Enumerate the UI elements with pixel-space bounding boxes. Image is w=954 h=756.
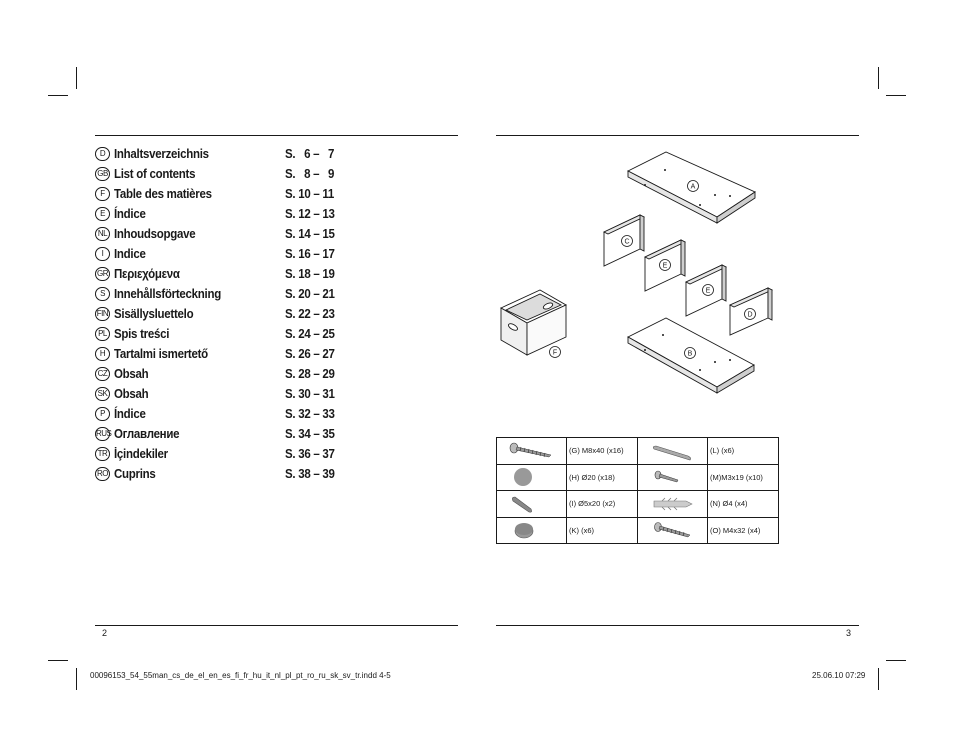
toc-page-range: S. 38 – 39 [285,467,335,481]
footer-date: 25.06.10 07:29 [812,671,866,680]
toc-title: Περιεχόμενα [114,267,180,281]
language-badge: TR [95,447,110,461]
toc-row [95,384,355,404]
page-number-left: 2 [102,628,108,638]
label-b: B [687,350,693,358]
language-badge: I [95,247,110,261]
footer-rule-left [95,625,458,626]
felt-pad-icon [497,517,567,544]
crop-mark [886,95,906,96]
parts-table [496,437,779,544]
part-l-label: (L) (x6) [708,438,779,465]
language-badge: F [95,187,110,201]
assembly-diagram [490,140,790,400]
toc-page-range: S. 32 – 33 [285,407,335,421]
toc-title: Índice [114,207,146,221]
label-d: D [747,311,753,319]
toc-page-range: S. 6 – 7 [285,147,335,161]
language-badge: D [95,147,110,161]
table-row [497,464,779,491]
wood-screw-icon [638,517,708,544]
cover-cap-icon [497,464,567,491]
toc-title: Innehållsförteckning [114,287,221,301]
toc-page-range: S. 10 – 11 [285,187,335,201]
toc-title: Table des matières [114,187,212,201]
footer-filename: 00096153_54_55man_cs_de_el_en_es_fi_fr_hu_it_nl_pl_pt_ro_ru_sk_sv_tr.indd 4-5 [90,671,391,680]
label-a: A [690,183,696,191]
crop-mark [76,67,77,89]
language-badge: E [95,207,110,221]
table-row [497,491,779,518]
toc-row [95,324,355,344]
language-badge: RUS [95,427,110,441]
screw-icon [497,438,567,465]
toc-page-range: S. 8 – 9 [285,167,335,181]
language-badge: PL [95,327,110,341]
crop-mark [48,660,68,661]
part-k-label: (K) (x6) [567,517,638,544]
language-badge: SK [95,387,110,401]
toc-row [95,464,355,484]
label-f: F [552,349,558,357]
toc-page-range: S. 18 – 19 [285,267,335,281]
crop-mark [76,668,77,690]
toc-title: Оглавление [114,427,180,441]
toc-page-range: S. 22 – 23 [285,307,335,321]
toc-title: Inhaltsverzeichnis [114,147,209,161]
toc-title: İçindekiler [114,447,168,461]
toc-row [95,404,355,424]
toc-title: Indice [114,247,146,261]
toc-row [95,224,355,244]
toc-title: Cuprins [114,467,156,481]
toc-title: Tartalmi ismertető [114,347,208,361]
language-badge: GR [95,267,110,281]
part-o-label: (O) M4x32 (x4) [708,517,779,544]
toc-title: Obsah [114,387,149,401]
toc-page-range: S. 36 – 37 [285,447,335,461]
header-rule-right [496,135,859,136]
toc-page-range: S. 20 – 21 [285,287,335,301]
label-e: E [662,262,668,270]
language-badge: P [95,407,110,421]
toc-title: Obsah [114,367,149,381]
language-badge: S [95,287,110,301]
page-number-right: 3 [846,628,852,638]
toc-row [95,364,355,384]
language-badge: NL [95,227,110,241]
toc-row [95,304,355,324]
crop-mark [878,67,879,89]
toc-row [95,144,355,164]
toc-title: List of contents [114,167,196,181]
toc-row [95,184,355,204]
language-badge: FIN [95,307,110,321]
part-m-label: (M)M3x19 (x10) [708,464,779,491]
part-h-label: (H) Ø20 (x18) [567,464,638,491]
language-badge: CZ [95,367,110,381]
toc-page-range: S. 26 – 27 [285,347,335,361]
toc-title: Spis treści [114,327,170,341]
toc-title: Inhoudsopgave [114,227,196,241]
toc-row [95,344,355,364]
part-n-label: (N) Ø4 (x4) [708,491,779,518]
table-row [497,438,779,465]
toc-page-range: S. 16 – 17 [285,247,335,261]
footer-rule-right [496,625,859,626]
wall-plug-icon [638,491,708,518]
dowel-pin-icon [638,438,708,465]
small-screw-icon [638,464,708,491]
toc-page-range: S. 24 – 25 [285,327,335,341]
toc-row [95,444,355,464]
wooden-dowel-icon [497,491,567,518]
table-of-contents [95,144,355,484]
table-row [497,517,779,544]
language-badge: GB [95,167,110,181]
toc-page-range: S. 12 – 13 [285,207,335,221]
crop-mark [886,660,906,661]
crop-mark [878,668,879,690]
header-rule-left [95,135,458,136]
toc-title: Sisällysluettelo [114,307,194,321]
toc-page-range: S. 28 – 29 [285,367,335,381]
label-e: E [705,287,711,295]
toc-title: Índice [114,407,146,421]
toc-page-range: S. 30 – 31 [285,387,335,401]
toc-row [95,424,355,444]
language-badge: RO [95,467,110,481]
part-i-label: (I) Ø5x20 (x2) [567,491,638,518]
toc-row [95,244,355,264]
crop-mark [48,95,68,96]
label-c: C [624,238,630,246]
toc-row [95,204,355,224]
language-badge: H [95,347,110,361]
part-g-label: (G) M8x40 (x16) [567,438,638,465]
toc-row [95,264,355,284]
toc-page-range: S. 14 – 15 [285,227,335,241]
toc-row [95,164,355,184]
toc-row [95,284,355,304]
toc-page-range: S. 34 – 35 [285,427,335,441]
